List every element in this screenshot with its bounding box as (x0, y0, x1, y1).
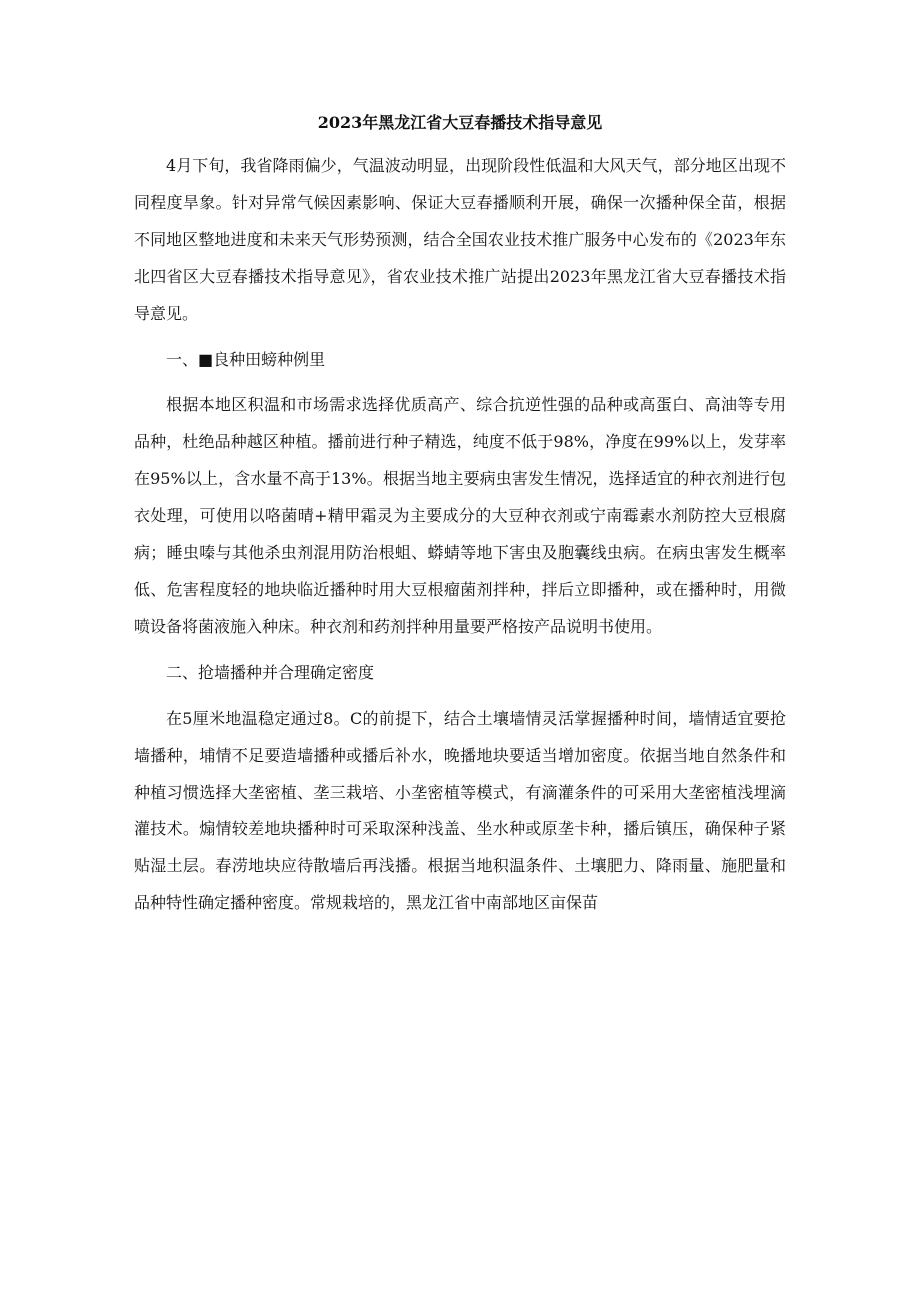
intro-paragraph: 4月下旬，我省降雨偏少，气温波动明显，出现阶段性低温和大风天气，部分地区出现不同程度旱象。针对异常气候因素影响、保证大豆春播顺利开展，确保一次播种保全苗，根据不同地区整地进度和未来天气形势预测，结合全国农业技术推广服务中心发布的《2023年东北四省区大豆春播技术指导意见》，省农业技术推广站提出2023年黑龙江省大豆春播技术指导意见。 (134, 156, 786, 323)
document-title: 2023年黑龙江省大豆春播技术指导意见 (317, 113, 603, 132)
document-body (134, 148, 786, 922)
section-1-heading: 一、■良种田螃种例里 (166, 349, 326, 369)
section-1-paragraph: 根据本地区积温和市场需求选择优质高产、综合抗逆性强的品种或高蛋白、高油等专用品种，杜绝品种越区种植。播前进行种子精选，纯度不低于98%，净度在99%以上，发芽率在95%以上，含水量不高于13%。根据当地主要病虫害发生情况，选择适宜的种衣剂进行包衣处理，可使用以咯菌晴+精甲霜灵为主要成分的大豆种衣剂或宁南霉素水剂防控大豆根腐病；睡虫嗪与其他杀虫剂混用防治根蛆、蟒蜻等地下害虫及胞囊线虫病。在病虫害发生概率低、危害程度轻的地块临近播种时用大豆根瘤菌剂拌种，拌后立即播种，或在播种时，用微喷设备将菌液施入种床。种衣剂和药剂拌种用量要严格按产品说明书使用。 (134, 395, 786, 636)
section-2-heading: 二、抢墙播种并合理确定密度 (166, 662, 375, 682)
section-2-paragraph: 在5厘米地温稳定通过8。C的前提下，结合土壤墙情灵活掌握播种时间，墙情适宜要抢墙播种，埔情不足要造墙播种或播后补水，晚播地块要适当增加密度。依据当地自然条件和种植习惯选择大垄密植、垄三栽培、小垄密植等模式，有滴灌条件的可采用大垄密植浅埋滴灌技术。煽情较差地块播种时可采取深种浅盖、坐水种或原垄卡种，播后镇压，确保种子紧贴湿土层。春涝地块应待散墙后再浅播。根据当地积温条件、土壤肥力、降雨量、施肥量和品种特性确定播种密度。常规栽培的，黑龙江省中南部地区亩保苗 (134, 708, 786, 913)
